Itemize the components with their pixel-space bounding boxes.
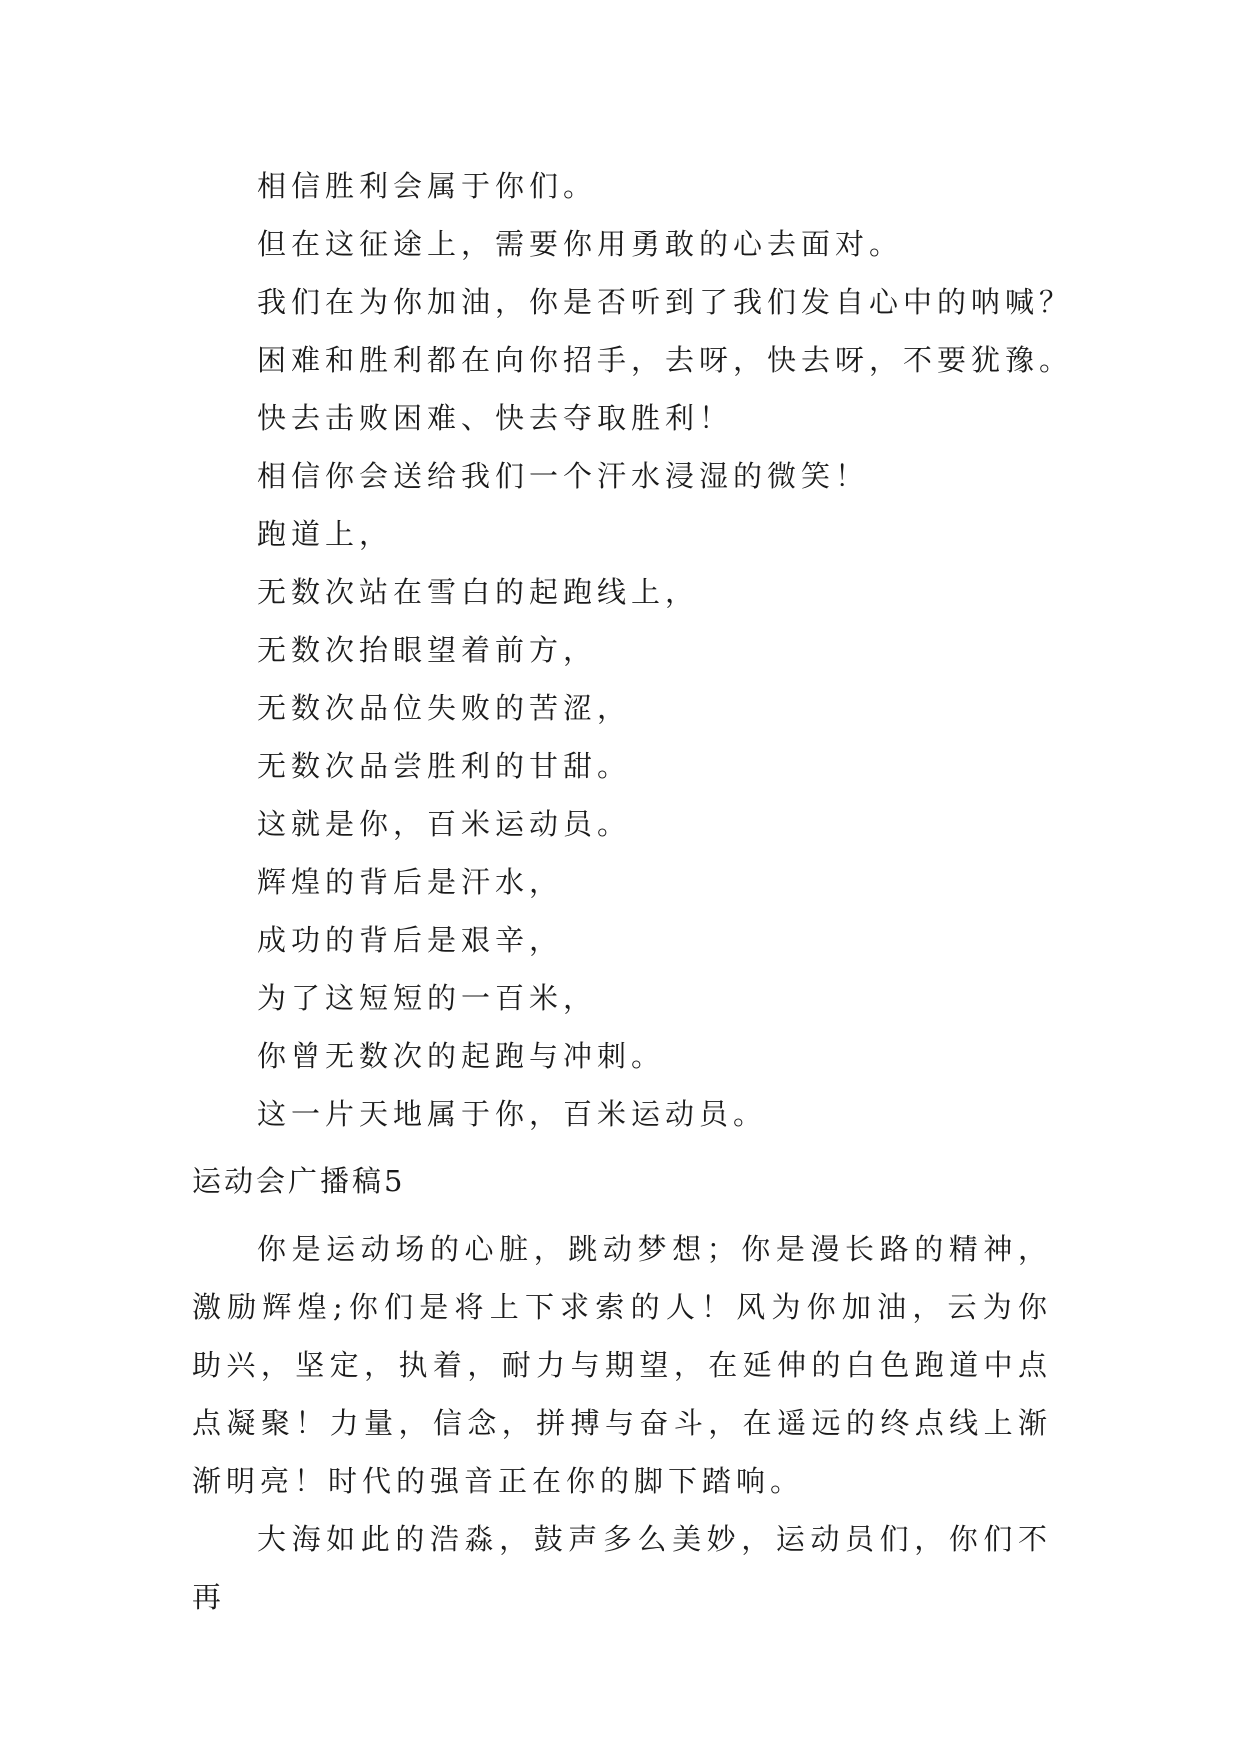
poem-line: 无数次品尝胜利的甘甜。 xyxy=(257,749,632,783)
poem-line: 辉煌的背后是汗水， xyxy=(257,865,564,899)
poem-line: 为了这短短的一百米， xyxy=(257,981,598,1015)
poem-line: 无数次品位失败的苦涩， xyxy=(257,691,632,725)
poem-line: 这一片天地属于你，百米运动员。 xyxy=(257,1097,768,1131)
poem-line: 你曾无数次的起跑与冲刺。 xyxy=(257,1039,666,1073)
poem-line: 相信胜利会属于你们。 xyxy=(257,169,598,203)
poem-line: 相信你会送给我们一个汗水浸湿的微笑！ xyxy=(257,459,870,493)
poem-line: 无数次站在雪白的起跑线上， xyxy=(257,575,700,609)
paragraph: 大海如此的浩淼，鼓声多么美妙，运动员们，你们不再 xyxy=(192,1522,1052,1614)
poem-line: 困难和胜利都在向你招手，去呀，快去呀，不要犹豫。 xyxy=(257,343,1074,377)
poem-line: 我们在为你加油，你是否听到了我们发自心中的呐喊？ xyxy=(257,285,1074,319)
poem-line: 这就是你，百米运动员。 xyxy=(257,807,632,841)
poem-line: 快去击败困难、快去夺取胜利！ xyxy=(257,401,734,435)
poem-line: 成功的背后是艰辛， xyxy=(257,923,564,957)
poem-line: 但在这征途上，需要你用勇敢的心去面对。 xyxy=(257,227,904,261)
section-heading: 运动会广播稿5 xyxy=(192,1164,406,1198)
poem-line: 跑道上， xyxy=(257,517,394,551)
poem-line: 无数次抬眼望着前方， xyxy=(257,633,598,667)
paragraph: 你是运动场的心脏，跳动梦想；你是漫长路的精神，激励辉煌;你们是将上下求索的人！风为你加油，云为你助兴，坚定，执着，耐力与期望，在延伸的白色跑道中点点凝聚！力量，信念，拼搏与奋斗，在遥远的终点线上渐渐明亮！时代的强音正在你的脚下踏响。 xyxy=(192,1232,1052,1498)
